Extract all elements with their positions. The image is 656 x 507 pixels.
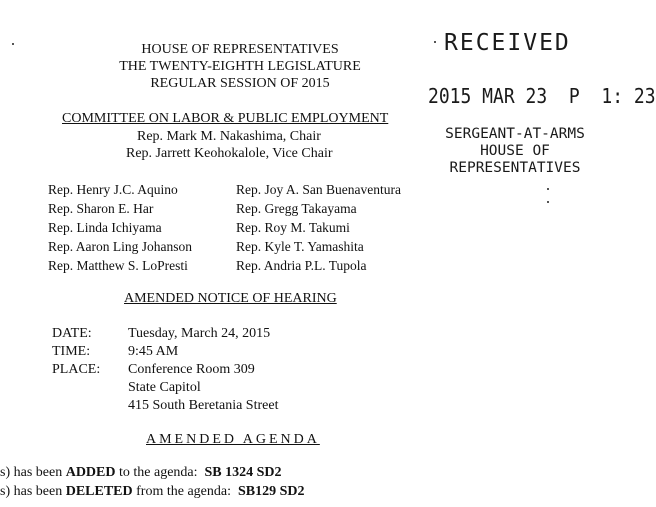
date-value: Tuesday, March 24, 2015: [128, 326, 271, 341]
time-value: 9:45 AM: [128, 344, 179, 359]
place-line-2: State Capitol: [128, 380, 201, 395]
member-left-4: Rep. Aaron Ling Johanson: [48, 239, 192, 254]
agenda-deleted-bill: SB129 SD2: [237, 484, 305, 499]
agenda-deleted-mid: from the agenda:: [132, 484, 238, 499]
member-right-1: Rep. Joy A. San Buenaventura: [236, 182, 401, 197]
agenda-title: AMENDED AGENDA: [146, 432, 320, 447]
committee-vice-chair: Rep. Jarrett Keohokalole, Vice Chair: [126, 146, 333, 161]
date-label: DATE:: [52, 326, 92, 341]
agenda-added-word: ADDED: [65, 465, 116, 480]
agenda-deleted-line: [0, 484, 305, 500]
member-left-2: Rep. Sharon E. Har: [48, 201, 154, 216]
scan-speck: [12, 43, 14, 45]
received-datetime-stamp: 2015 MAR 23 P 1: 23: [428, 84, 656, 108]
agenda-added-mid: to the agenda:: [115, 465, 205, 480]
agenda-added-line: [0, 465, 282, 481]
stamp-office-line-3: REPRESENTATIVES: [449, 160, 581, 176]
committee-name: COMMITTEE ON LABOR & PUBLIC EMPLOYMENT: [62, 111, 389, 126]
header-line-1: HOUSE OF REPRESENTATIVES: [141, 42, 339, 57]
header-line-3: REGULAR SESSION OF 2015: [150, 76, 330, 91]
place-line-3: 415 South Beretania Street: [128, 398, 279, 413]
agenda-added-bill: SB 1324 SD2: [204, 465, 282, 480]
time-label: TIME:: [52, 344, 91, 359]
place-label: PLACE:: [52, 362, 101, 377]
notice-title: AMENDED NOTICE OF HEARING: [124, 291, 337, 306]
member-left-1: Rep. Henry J.C. Aquino: [48, 182, 178, 197]
agenda-deleted-prefix: s) has been: [0, 484, 66, 499]
scan-speck: [547, 188, 549, 190]
committee-chair: Rep. Mark M. Nakashima, Chair: [137, 129, 321, 144]
stamp-office-line-1: SERGEANT-AT-ARMS: [445, 126, 585, 142]
member-left-3: Rep. Linda Ichiyama: [48, 220, 162, 235]
scan-speck: [547, 201, 549, 203]
member-right-4: Rep. Kyle T. Yamashita: [236, 239, 364, 254]
header-line-2: THE TWENTY-EIGHTH LEGISLATURE: [119, 59, 361, 74]
agenda-deleted-word: DELETED: [65, 484, 133, 499]
member-right-5: Rep. Andria P.L. Tupola: [236, 258, 367, 273]
received-stamp: RECEIVED: [444, 30, 571, 56]
agenda-added-prefix: s) has been: [0, 465, 66, 480]
stamp-office-line-2: HOUSE OF: [480, 143, 550, 159]
member-left-5: Rep. Matthew S. LoPresti: [48, 258, 188, 273]
place-line-1: Conference Room 309: [128, 362, 255, 377]
member-right-3: Rep. Roy M. Takumi: [236, 220, 350, 235]
member-right-2: Rep. Gregg Takayama: [236, 201, 357, 216]
scan-speck: [434, 41, 436, 43]
